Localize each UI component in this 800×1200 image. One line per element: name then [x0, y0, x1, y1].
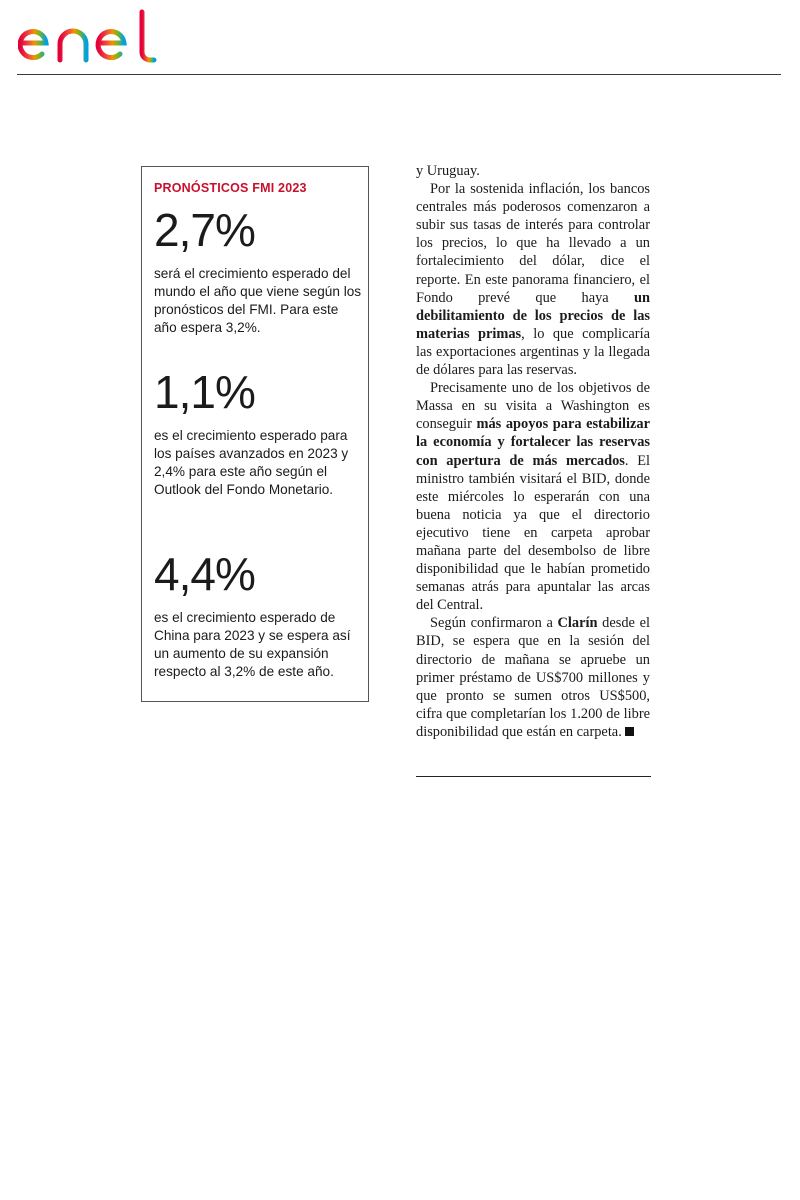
stat-value: 2,7%	[154, 204, 255, 256]
article-text: Por la sostenida inflación, los bancos centrales más poderosos comenzaron a subir sus tasas de interés para controlar los precios, lo que ha llevado a un fortalecimiento del dólar, dice el reporte. En este panorama financiero, el Fondo prevé que haya	[416, 181, 650, 306]
end-of-article-icon	[625, 727, 634, 736]
header-rule	[17, 74, 781, 75]
stat-text: es el crecimiento esperado de China para 2023 y se espera así un aumento de su expansión respecto al 3,2% de este año.	[154, 610, 351, 679]
article-text: desde el BID, se espera que en la sesión del directorio de mañana se apruebe un primer préstamo de US$700 millones y que pronto se sumen otros US$500, cifra que completarían los 1.200 de libre disponibilidad que están en carpeta.	[416, 615, 650, 740]
article-paragraph-4	[416, 614, 650, 741]
stat-world-growth	[154, 205, 362, 337]
article-text: . El ministro también visitará el BID, donde este miércoles lo esperarán con una buena noticia ya que el directorio ejecutivo tiene en carpeta aprobar mañana parte del desembolso de libre disponibilidad que le habían prometido semanas atrás para apuntalar las arcas del Central.	[416, 452, 650, 614]
article-text: Precisamente uno de los objetivos de Massa en su visita a Washington es conseguir	[416, 380, 650, 433]
stat-advanced-growth	[154, 367, 362, 499]
article-paragraph-2	[416, 180, 650, 379]
article-end-rule	[416, 776, 651, 777]
article-paragraph-3	[416, 379, 650, 614]
stat-china-growth	[154, 549, 362, 681]
stat-text: será el crecimiento esperado del mundo el año que viene según los pronósticos del FMI. Para este año espera 3,2%.	[154, 266, 362, 335]
stat-text: es el crecimiento esperado para los países avanzados en 2023 y 2,4% para este año según el Outlook del Fondo Monetario.	[154, 428, 349, 497]
forecast-sidebar-box	[141, 166, 369, 702]
article-column	[416, 162, 650, 741]
article-text: Según confirmaron a	[430, 615, 558, 632]
article-text: , lo que complicaría las exportaciones argentinas y la llegada de dólares para las reservas.	[416, 325, 650, 379]
article-source-name: Clarín	[557, 615, 598, 632]
article-highlight: más apoyos para estabilizar la economía y fortalecer las reservas con apertura de más mercados	[416, 416, 651, 469]
article-highlight: un debilitamiento de los precios de las materias primas	[416, 289, 650, 342]
enel-logo	[18, 8, 170, 66]
sidebar-label: PRONÓSTICOS FMI 2023	[154, 181, 307, 195]
stat-value: 4,4%	[154, 548, 255, 600]
stat-value: 1,1%	[154, 366, 255, 418]
article-paragraph-1	[416, 162, 650, 180]
article-text: y Uruguay.	[416, 163, 480, 179]
